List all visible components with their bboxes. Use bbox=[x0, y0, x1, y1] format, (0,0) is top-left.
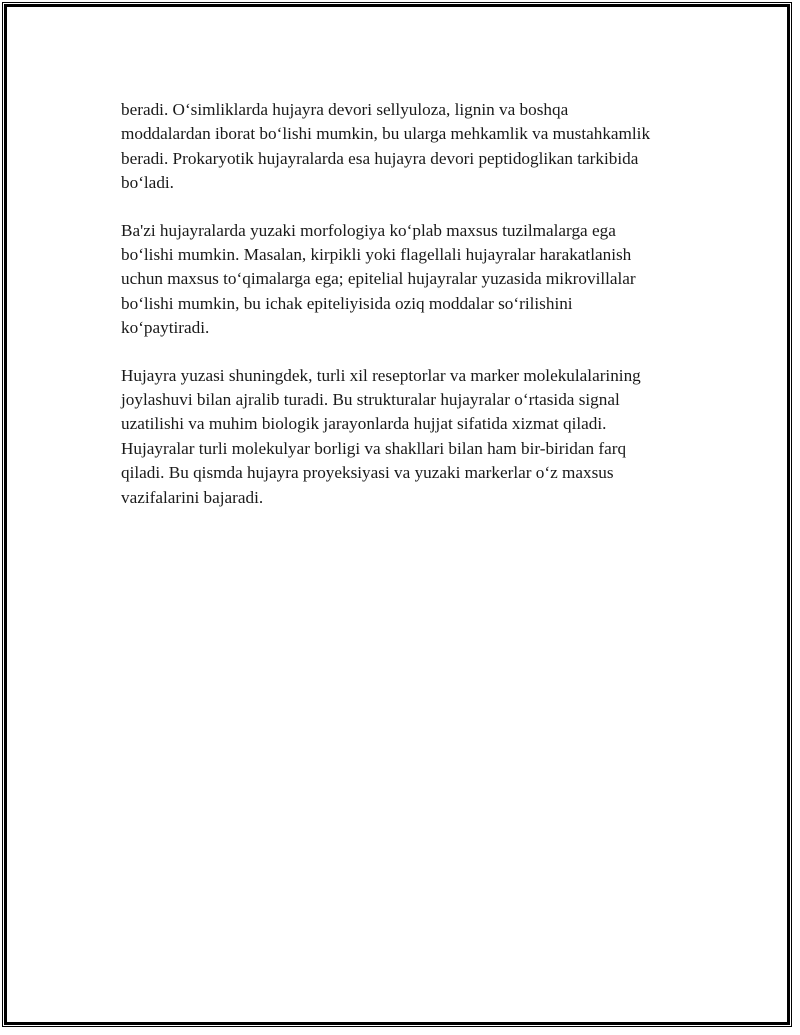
document-body bbox=[121, 98, 711, 533]
paragraph-surface-morphology: Ba'zi hujayralarda yuzaki morfologiya ko‘plab maxsus tuzilmalarga ega bo‘lishi mumkin. Masalan, kirpikli yoki flagellali hujayralar harakatlanish uchun maxsus to‘qimalarga ega; epitelial hujayralar yuzasida mikrovillalar bo‘lishi mumkin, bu ichak epiteliyisida oziq moddalar so‘rilishini ko‘paytiradi. bbox=[121, 220, 636, 338]
document-page bbox=[4, 4, 790, 1025]
paragraph-surface-receptors: Hujayra yuzasi shuningdek, turli xil reseptorlar va marker molekulalarining joylashuvi bilan ajralib turadi. Bu strukturalar hujayralar o‘rtasida signal uzatilishi va muhim biologik jarayonlarda hujjat sifatida xizmat qiladi. Hujayralar turli molekulyar borligi va shakllari bilan ham bir-biridan farq qiladi. Bu qismda hujayra proyeksiyasi va yuzaki markerlar o‘z maxsus vazifalarini bajaradi. bbox=[121, 365, 641, 507]
paragraph-cell-wall: beradi. O‘simliklarda hujayra devori sellyuloza, lignin va boshqa moddalardan iborat bo‘lishi mumkin, bu ularga mehkamlik va mustahkamlik beradi. Prokaryotik hujayralarda esa hujayra devori peptidoglikan tarkibida bo‘ladi. bbox=[121, 100, 651, 193]
